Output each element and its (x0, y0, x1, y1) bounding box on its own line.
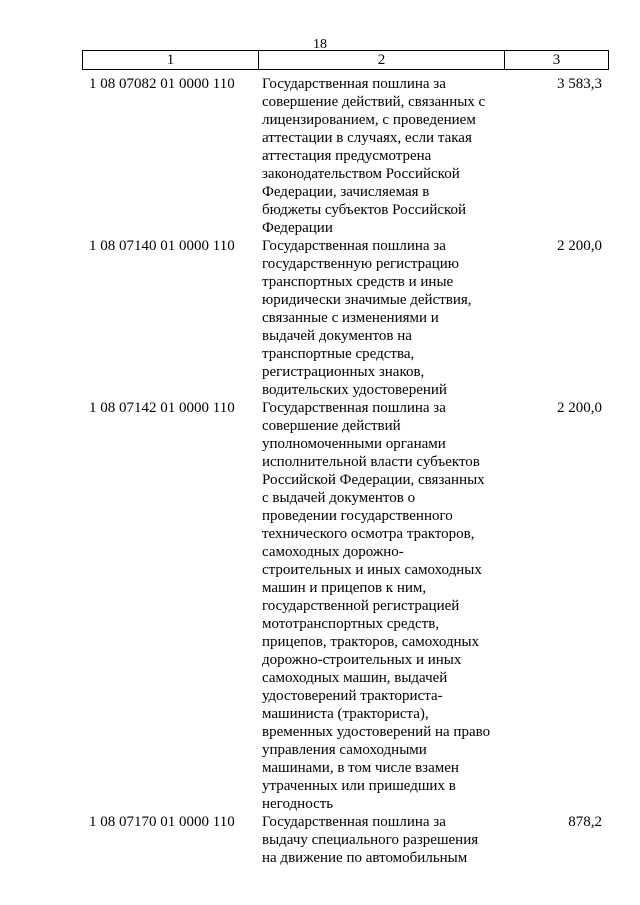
description-line: выдачу специального разрешения (262, 832, 479, 848)
description-line: государственную регистрацию (262, 256, 459, 272)
description-line: самоходных дорожно- (262, 544, 404, 560)
table-row (0, 237, 640, 399)
description-line: удостоверений тракториста- (262, 688, 443, 704)
page-number: 18 (313, 37, 327, 52)
description-line: технического осмотра тракторов, (262, 526, 475, 542)
header-cell-2: 2 (259, 51, 505, 69)
description-line: самоходных машин, выдачей (262, 670, 448, 686)
revenue-description (262, 399, 502, 813)
budget-code: 1 08 07170 01 0000 110 (89, 814, 235, 830)
description-line: выдачей документов на (262, 328, 412, 344)
description-line: управления самоходными (262, 742, 427, 758)
table-row (0, 75, 640, 237)
description-line: Государственная пошлина за (262, 238, 446, 254)
budget-code: 1 08 07140 01 0000 110 (89, 238, 235, 254)
table-header-row (82, 50, 609, 70)
description-line: мототранспортных средств, (262, 616, 440, 632)
description-line: Государственная пошлина за (262, 76, 446, 92)
description-line: лицензированием, с проведением (262, 112, 476, 128)
description-line: на движение по автомобильным (262, 850, 468, 866)
description-line: исполнительной власти субъектов (262, 454, 480, 470)
description-line: Федерации, зачисляемая в (262, 184, 430, 200)
amount-value: 2 200,0 (557, 400, 602, 416)
revenue-description (262, 237, 502, 399)
amount-value: 2 200,0 (557, 238, 602, 254)
table-row (0, 399, 640, 813)
amount-value: 3 583,3 (557, 76, 602, 92)
description-line: аттестация предусмотрена (262, 148, 432, 164)
description-line: аттестации в случаях, если такая (262, 130, 472, 146)
table-row (0, 813, 640, 867)
description-line: транспортных средств и иные (262, 274, 454, 290)
description-line: совершение действий (262, 418, 401, 434)
description-line: Государственная пошлина за (262, 400, 446, 416)
description-line: юридически значимые действия, (262, 292, 472, 308)
budget-code: 1 08 07082 01 0000 110 (89, 76, 235, 92)
description-line: регистрационных знаков, (262, 364, 425, 380)
description-line: с выдачей документов о (262, 490, 416, 506)
budget-code: 1 08 07142 01 0000 110 (89, 400, 235, 416)
amount-value: 878,2 (568, 814, 602, 830)
description-line: прицепов, тракторов, самоходных (262, 634, 480, 650)
description-line: машинами, в том числе взамен (262, 760, 459, 776)
description-line: дорожно-строительных и иных (262, 652, 462, 668)
description-line: машиниста (тракториста), (262, 706, 429, 722)
description-line: Государственная пошлина за (262, 814, 446, 830)
description-line: Российской Федерации, связанных (262, 472, 485, 488)
table-body (0, 75, 640, 867)
description-line: транспортные средства, (262, 346, 415, 362)
description-line: совершение действий, связанных с (262, 94, 486, 110)
description-line: утраченных или пришедших в (262, 778, 456, 794)
description-line: Федерации (262, 220, 333, 236)
header-cell-3: 3 (552, 52, 561, 68)
revenue-description (262, 75, 502, 237)
description-line: уполномоченными органами (262, 436, 446, 452)
description-line: водительских удостоверений (262, 382, 447, 398)
description-line: бюджеты субъектов Российской (262, 202, 467, 218)
revenue-description (262, 813, 502, 867)
description-line: проведении государственного (262, 508, 453, 524)
description-line: государственной регистрацией (262, 598, 460, 614)
header-cell-1: 1 (83, 51, 259, 69)
description-line: строительных и иных самоходных (262, 562, 482, 578)
description-line: законодательством Российской (262, 166, 460, 182)
description-line: связанные с изменениями и (262, 310, 439, 326)
description-line: машин и прицепов к ним, (262, 580, 427, 596)
description-line: временных удостоверений на право (262, 724, 491, 740)
description-line: негодность (262, 796, 334, 812)
